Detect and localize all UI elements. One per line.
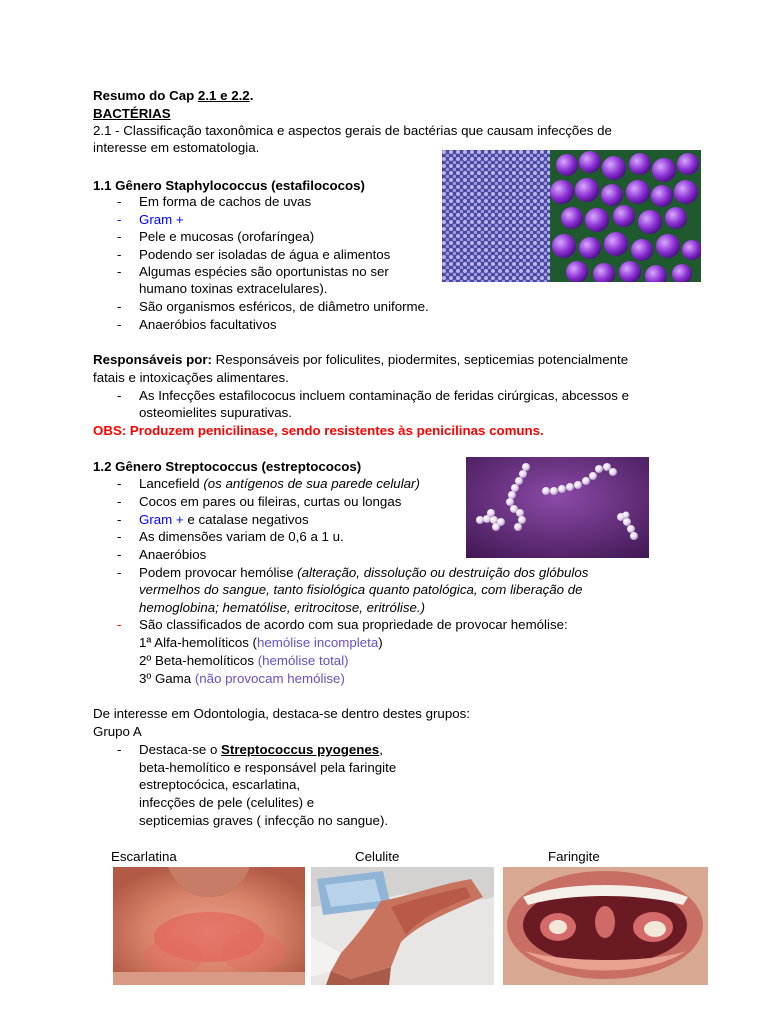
responsaveis-line-1 xyxy=(93,351,628,368)
pyogenes-line-5: septicemias graves ( infecção no sangue). xyxy=(139,813,389,828)
bullet-dash: - xyxy=(117,264,122,279)
gram-positive-label: Gram + xyxy=(139,512,184,527)
staph-item-7: Anaeróbios facultativos xyxy=(139,317,277,332)
lancefield-note: (os antígenos de sua parede celular) xyxy=(203,476,420,491)
gama-label: 3º Gama xyxy=(139,671,195,686)
title-chapter: 2.1 e 2.2 xyxy=(197,88,250,103)
staph-item-1: Em forma de cachos de uvas xyxy=(139,194,312,209)
bullet-dash: - xyxy=(117,212,122,227)
staph-heading: 1.1 Gênero Staphylococcus (estafilococos) xyxy=(93,178,365,193)
bullet-dash: - xyxy=(117,388,122,403)
gram-rest: e catalase negativos xyxy=(183,512,309,527)
caption-escarlatina: Escarlatina xyxy=(111,849,177,864)
infeccoes-line-2: osteomielites supurativas. xyxy=(139,405,292,420)
strep-item-anaerobios: Anaeróbios xyxy=(139,547,207,562)
bullet-dash: - xyxy=(117,512,122,527)
strep-heading: 1.2 Gênero Streptococcus (estreptococos) xyxy=(93,459,362,474)
escarlatina-photo xyxy=(113,867,305,985)
title-suffix: . xyxy=(249,88,254,103)
section-title: BACTÉRIAS xyxy=(93,106,171,121)
alfa-desc: hemólise incompleta xyxy=(257,635,379,650)
pyogenes-line-2: beta-hemolítico e responsável pela faringite xyxy=(139,760,397,775)
staph-item-5: Algumas espécies são oportunistas no ser xyxy=(139,264,389,279)
responsaveis-line-2: fatais e intoxicações alimentares. xyxy=(93,370,289,385)
bullet-dash: - xyxy=(117,494,122,509)
streptococcus-micrograph xyxy=(466,457,649,558)
bullet-dash: - xyxy=(117,194,122,209)
bullet-dash: - xyxy=(117,565,122,580)
lancefield-label: Lancefield xyxy=(139,476,204,491)
bullet-dash: - xyxy=(117,317,122,332)
beta-desc: (hemólise total) xyxy=(257,653,349,668)
responsaveis-text: Responsáveis por foliculites, piodermites, septicemias potencialmente xyxy=(211,352,629,367)
responsaveis-label: Responsáveis por: xyxy=(93,352,212,367)
strep-item-gram xyxy=(139,511,309,528)
pyogenes-line-3: estreptocócica, escarlatina, xyxy=(139,777,301,792)
bullet-dash: - xyxy=(117,299,122,314)
infeccoes-line-1: As Infecções estafilococus incluem contaminação de feridas cirúrgicas, abcessos e xyxy=(139,388,630,403)
faringite-photo xyxy=(503,867,708,985)
bullet-dash: - xyxy=(117,742,122,757)
comma: , xyxy=(379,742,383,757)
caption-celulite: Celulite xyxy=(355,849,400,864)
staph-item-4: Podendo ser isoladas de água e alimentos xyxy=(139,247,391,262)
staph-item-2: Gram + xyxy=(139,212,184,227)
staphylococcus-micrograph xyxy=(442,150,701,282)
staph-item-6: São organismos esféricos, de diâmetro uniforme. xyxy=(139,299,429,314)
intro-line-2: interesse em estomatologia. xyxy=(93,140,260,155)
bullet-dash: - xyxy=(117,617,122,632)
alfa-hemoliticos xyxy=(139,634,383,651)
beta-label: 2º Beta-hemolíticos xyxy=(139,653,258,668)
odonto-intro: De interesse em Odontologia, destaca-se dentro destes grupos: xyxy=(93,706,470,721)
hemolise-label: Podem provocar hemólise xyxy=(139,565,298,580)
title-prefix: Resumo do Cap xyxy=(93,88,198,103)
pyogenes-line-1 xyxy=(139,741,383,758)
destaca-label: Destaca-se o xyxy=(139,742,222,757)
staph-item-5-cont: humano toxinas extracelulares). xyxy=(139,281,328,296)
alfa-label: 1ª Alfa-hemolíticos ( xyxy=(139,635,257,650)
bullet-dash: - xyxy=(117,547,122,562)
grupo-a: Grupo A xyxy=(93,724,142,739)
strep-item-classificados: São classificados de acordo com sua propriedade de provocar hemólise: xyxy=(139,617,568,632)
gama-desc: (não provocam hemólise) xyxy=(194,671,345,686)
beta-hemoliticos xyxy=(139,652,349,669)
pyogenes-line-4: infecções de pele (celulites) e xyxy=(139,795,315,810)
strep-item-hemolise-1 xyxy=(139,564,588,581)
species-name: Streptococcus pyogenes xyxy=(221,742,380,757)
strep-item-dimensoes: As dimensões variam de 0,6 a 1 u. xyxy=(139,529,344,544)
hemolise-note-1: (alteração, dissolução ou destruição dos glóbulos xyxy=(297,565,589,580)
strep-item-hemolise-2: vermelhos do sangue, tanto fisiológica quanto patológica, com liberação de xyxy=(139,582,583,597)
summary-title xyxy=(93,87,253,104)
strep-item-lancefield xyxy=(139,475,420,492)
obs-note: OBS: Produzem penicilinase, sendo resistentes às penicilinas comuns. xyxy=(93,423,544,438)
bullet-dash: - xyxy=(117,529,122,544)
bullet-dash: - xyxy=(117,247,122,262)
strep-item-hemolise-3: hemoglobina; hematólise, eritrocitose, eritrólise.) xyxy=(139,600,426,615)
staph-item-3: Pele e mucosas (orofaríngea) xyxy=(139,229,315,244)
bullet-dash: - xyxy=(117,229,122,244)
alfa-close: ) xyxy=(378,635,383,650)
gama xyxy=(139,670,345,687)
bullet-dash: - xyxy=(117,476,122,491)
caption-faringite: Faringite xyxy=(548,849,600,864)
celulite-photo xyxy=(311,867,494,985)
strep-item-cocos: Cocos em pares ou fileiras, curtas ou longas xyxy=(139,494,402,509)
intro-line-1: 2.1 - Classificação taxonômica e aspectos gerais de bactérias que causam infecções de xyxy=(93,123,612,138)
